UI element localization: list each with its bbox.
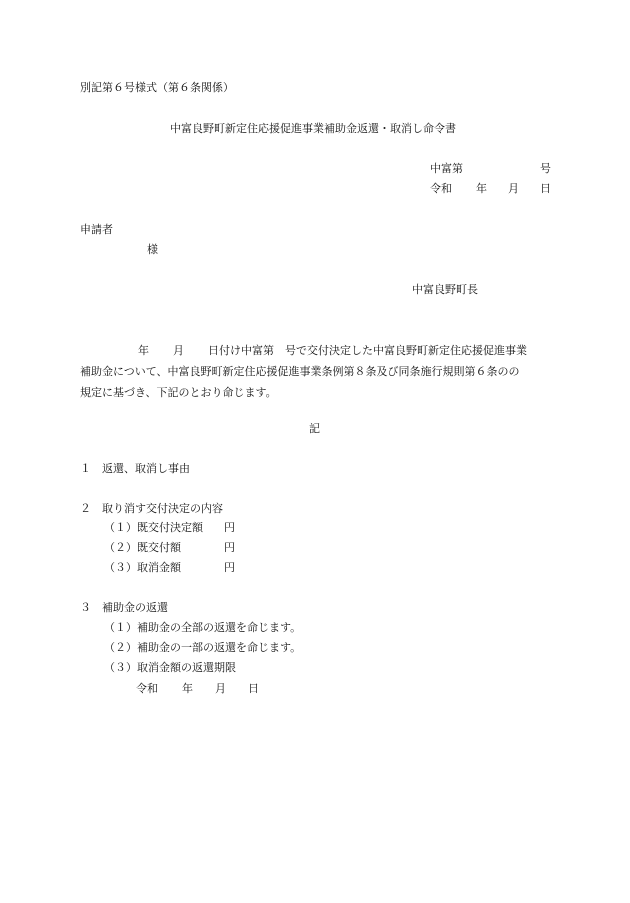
section-2-item-2: （２）既交付額	[104, 541, 181, 554]
deadline-month: 月	[215, 682, 226, 695]
section-1-title: １ 返還、取消し事由	[80, 462, 190, 475]
deadline-year: 年	[182, 682, 193, 695]
recipient-honorific: 様	[147, 243, 158, 256]
doc-date-year: 年	[476, 182, 487, 195]
ki-heading: 記	[309, 422, 320, 435]
doc-date-month: 月	[508, 182, 519, 195]
section-2-item-3-unit: 円	[224, 561, 235, 574]
body-date-year: 年	[138, 344, 149, 357]
body-line3: 規定に基づき、下記のとおり命じます。	[80, 386, 277, 399]
doc-number-prefix: 中富第	[430, 162, 463, 175]
section-2-title: ２ 取り消す交付決定の内容	[80, 502, 223, 515]
doc-date-era: 令和	[430, 182, 452, 195]
body-line2: 補助金について、中富良野町新定住応援促進事業条例第８条及び同条施行規則第６条のの	[80, 365, 520, 378]
section-2-item-3: （３）取消金額	[104, 561, 181, 574]
section-2-item-2-unit: 円	[224, 541, 235, 554]
body-text	[80, 340, 550, 403]
recipient-label: 申請者	[80, 223, 113, 236]
deadline-era: 令和	[136, 682, 158, 695]
form-label: 別記第６号様式（第６条関係）	[80, 81, 234, 94]
section-3-item-2: （２）補助金の一部の返還を命じます。	[104, 641, 302, 654]
issuer: 中富良野町長	[412, 283, 478, 296]
body-date-month: 月	[173, 344, 184, 357]
section-2-item-1-unit: 円	[224, 521, 235, 534]
doc-number-suffix: 号	[540, 162, 551, 175]
body-line1-rest: 日付け中富第 号で交付決定した中富良野町新定住応援促進事業	[208, 344, 527, 357]
doc-date-day: 日	[540, 182, 551, 195]
section-3-item-1: （１）補助金の全部の返還を命じます。	[104, 621, 302, 634]
document-title: 中富良野町新定住応援促進事業補助金返還・取消し命令書	[170, 122, 456, 135]
section-2-item-1: （１）既交付決定額	[104, 521, 203, 534]
deadline-day: 日	[248, 682, 259, 695]
section-3-title: ３ 補助金の返還	[80, 601, 168, 614]
section-3-item-3: （３）取消金額の返還期限	[104, 661, 236, 674]
